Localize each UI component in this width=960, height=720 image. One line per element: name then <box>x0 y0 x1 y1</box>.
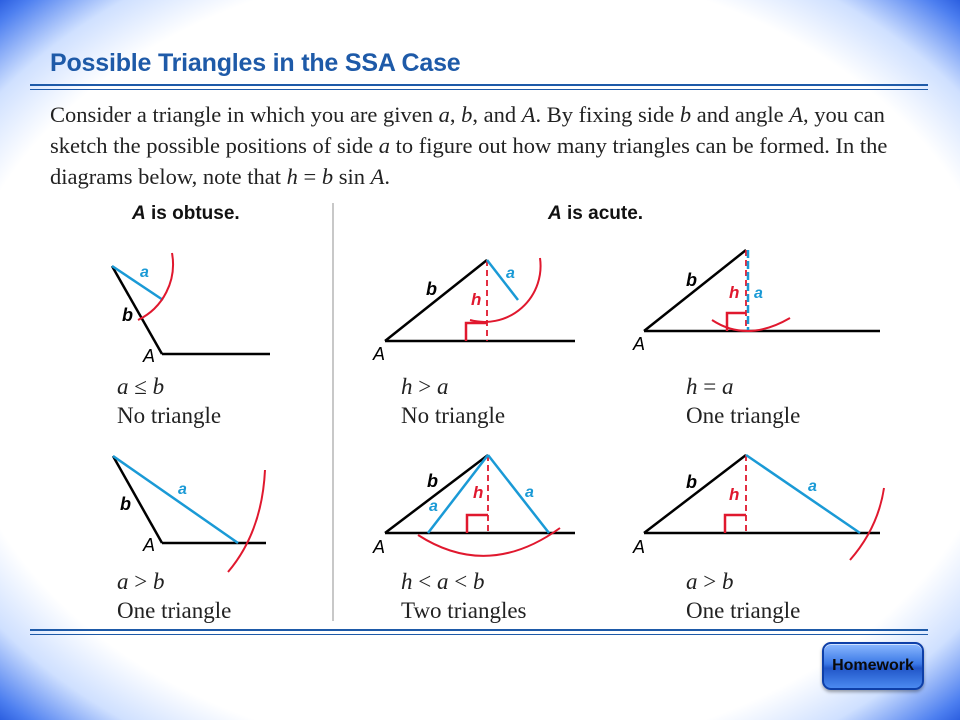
label-A: A <box>373 344 386 364</box>
label-A: A <box>143 346 156 366</box>
heading-text: is obtuse. <box>145 203 240 224</box>
cond-left: a <box>117 569 129 594</box>
footer-rule <box>30 629 928 635</box>
label-h: h <box>729 283 740 302</box>
cond-left: h <box>686 374 698 399</box>
condition-6 <box>686 569 733 595</box>
label-a: a <box>178 481 187 498</box>
cond-right: b <box>152 569 165 594</box>
label-A: A <box>143 535 156 555</box>
cond-right: a <box>721 374 734 399</box>
cond-op: > <box>128 569 153 594</box>
label-A: A <box>633 537 646 557</box>
heading-text: is acute. <box>561 203 644 224</box>
intro-text: , <box>449 102 462 127</box>
cond-op: < <box>448 569 473 594</box>
right-angle-mark <box>725 515 746 533</box>
cond-left: h <box>401 374 413 399</box>
label-a-right: a <box>525 484 534 501</box>
intro-text: . <box>384 164 390 189</box>
result-2: No triangle <box>401 403 506 428</box>
result-1: No triangle <box>117 403 222 428</box>
label-a: a <box>808 478 817 495</box>
arc <box>850 488 884 560</box>
cond-right: b <box>472 569 485 594</box>
intro-text: sin <box>333 164 371 189</box>
cond-op: > <box>412 374 437 399</box>
result-6: One triangle <box>686 598 801 623</box>
intro-text: Consider a triangle in which you are given <box>50 102 439 127</box>
heading-var: A <box>548 203 562 224</box>
result-5: Two triangles <box>401 598 527 623</box>
cond-op: < <box>412 569 437 594</box>
label-a: a <box>506 265 515 282</box>
intro-var: A <box>370 164 385 189</box>
label-h: h <box>473 483 484 502</box>
label-b: b <box>426 279 437 299</box>
label-A: A <box>373 537 386 557</box>
intro-var: A <box>789 102 803 127</box>
label-b: b <box>686 472 697 492</box>
intro-text: and angle <box>691 102 790 127</box>
cond-left: a <box>117 374 129 399</box>
label-b: b <box>120 494 131 514</box>
homework-button[interactable]: Homework <box>822 642 924 690</box>
intro-text: , you can sketch the possible positions of side <box>50 102 885 158</box>
intro-var: b <box>321 164 334 189</box>
cond-right: b <box>721 569 734 594</box>
cond-right: b <box>152 374 165 399</box>
intro-var: b <box>679 102 692 127</box>
intro-text: to figure out how many triangles can be formed. In the diagrams below, note that <box>50 133 888 189</box>
label-a: a <box>140 264 149 281</box>
side-a <box>746 455 860 533</box>
label-A: A <box>633 334 646 354</box>
intro-text: = <box>297 164 322 189</box>
result-3: One triangle <box>686 403 801 428</box>
intro-var: A <box>521 102 536 127</box>
intro-var: h <box>286 164 298 189</box>
label-h: h <box>471 290 482 309</box>
intro-var: a <box>438 102 450 127</box>
cond-op: > <box>697 569 722 594</box>
cond-middle: a <box>436 569 449 594</box>
label-a-left: a <box>429 498 438 515</box>
label-b: b <box>686 270 697 290</box>
cond-op: = <box>697 374 722 399</box>
intro-text: . By fixing side <box>535 102 680 127</box>
label-b: b <box>122 305 133 325</box>
label-h: h <box>729 485 740 504</box>
label-a: a <box>754 285 763 302</box>
cond-left: a <box>686 569 698 594</box>
intro-text: , and <box>472 102 522 127</box>
intro-var: a <box>378 133 390 158</box>
cond-op: ≤ <box>128 374 153 399</box>
cond-left: h <box>401 569 413 594</box>
intro-var: b <box>461 102 473 127</box>
result-4: One triangle <box>117 598 232 623</box>
slide-title: Possible Triangles in the SSA Case <box>50 49 461 77</box>
cond-right: a <box>436 374 449 399</box>
label-b: b <box>427 471 438 491</box>
heading-var: A <box>132 203 146 224</box>
